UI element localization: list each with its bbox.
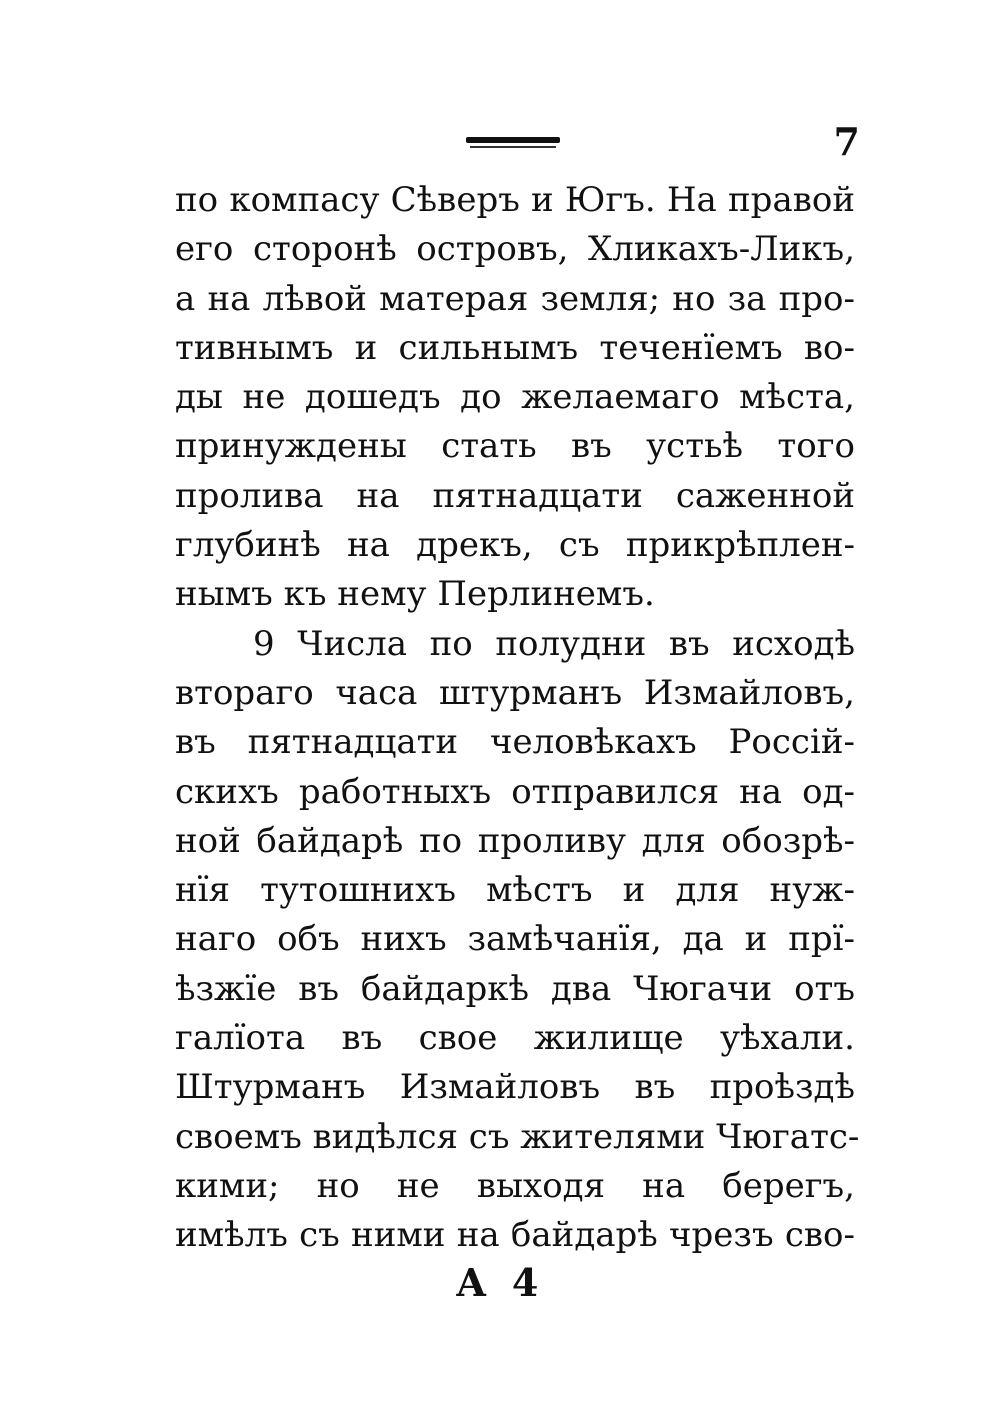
text-line: втораго часа штурманъ Измайловъ, <box>175 672 855 713</box>
text-line: Штурманъ Измайловъ въ проѣздѣ <box>175 1067 855 1108</box>
text-line: пролива на пятнадцати саженной <box>175 475 855 516</box>
text-line: ды не дошедъ до желаемаго мѣста, <box>175 377 855 418</box>
text-line: а на лѣвой матерая земля; но за про- <box>175 278 855 319</box>
paragraph-start-line: 9 Числа по полудни въ исходѣ <box>253 623 855 664</box>
text-line: наго объ нихъ замѣчанїя, да и прї- <box>175 919 855 960</box>
text-line: кими; но не выходя на берегъ, <box>175 1165 855 1206</box>
text-line: своемъ видѣлся съ жителями Чюгатс- <box>175 1116 860 1157</box>
header-rule <box>466 137 560 150</box>
body-text <box>175 176 860 1261</box>
text-line: скихъ работныхъ отправился на од- <box>175 771 855 812</box>
text-line: принуждены стать въ устьѣ того <box>175 426 855 467</box>
text-line: нїя тутошнихъ мѣстъ и для нуж- <box>175 870 855 911</box>
text-line: нымъ къ нему Перлинемъ. <box>175 574 655 615</box>
page-number: 7 <box>833 119 860 164</box>
text-line: по компасу Сѣверъ и Югъ. На правой <box>175 180 855 220</box>
text-line: галїота въ свое жилище уѣхали. <box>175 1018 855 1059</box>
text-line: глубинѣ на дрекъ, съ прикрѣплен- <box>175 525 855 566</box>
header-rule-thin <box>470 146 556 148</box>
text-line: его сторонѣ островъ, Хликахъ-Ликъ, <box>175 229 855 270</box>
text-line: ѣзжїе въ байдаркѣ два Чюгачи отъ <box>175 968 855 1009</box>
text-line: ной байдарѣ по проливу для обозрѣ- <box>175 820 855 861</box>
signature-mark: А 4 <box>455 1260 545 1305</box>
header-rule-thick <box>466 137 560 143</box>
text-line: тивнымъ и сильнымъ теченїемъ во- <box>175 327 855 368</box>
text-line: въ пятнадцати человѣкахъ Россiй- <box>175 722 855 763</box>
text-line: имѣлъ съ ними на байдарѣ чрезъ сво- <box>175 1215 855 1256</box>
